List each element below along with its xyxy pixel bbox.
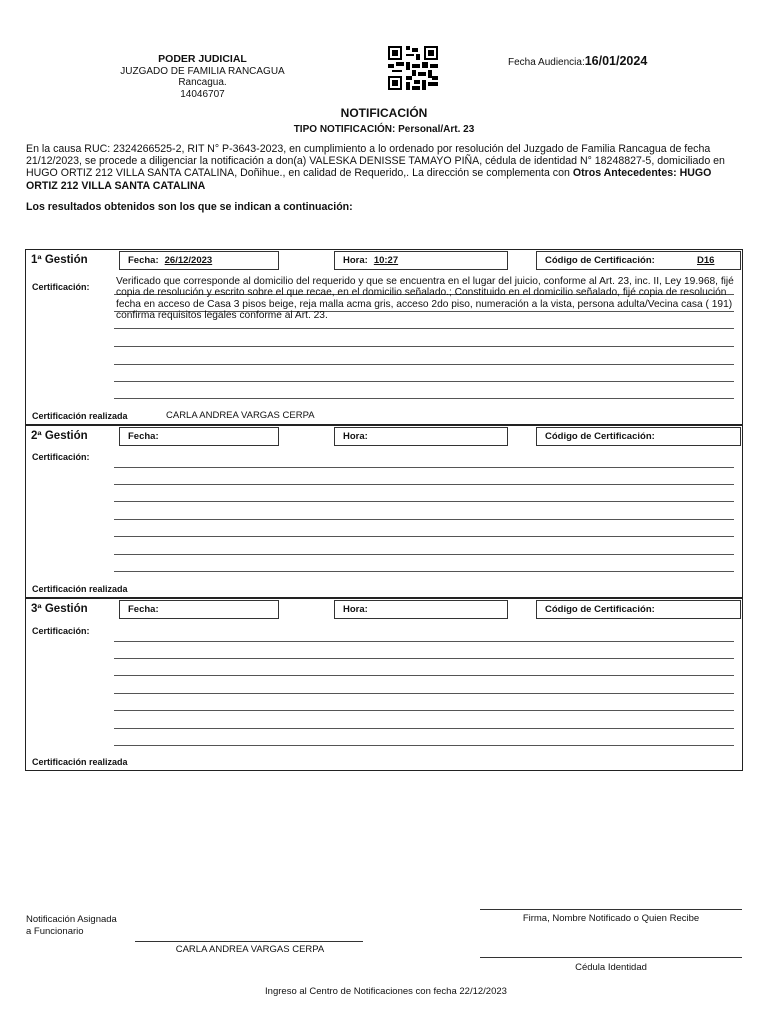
document-subtitle: TIPO NOTIFICACIÓN: Personal/Art. 23 — [293, 124, 475, 135]
writing-line — [114, 536, 734, 537]
institution-name: PODER JUDICIAL — [158, 53, 247, 65]
qr-code-icon — [388, 46, 438, 90]
gestion-3-cert-label: Certificación: — [32, 626, 90, 636]
codigo-label: Código de Certificación: — [545, 255, 655, 266]
document-title: NOTIFICACIÓN — [340, 106, 428, 120]
writing-line — [114, 728, 734, 729]
gestion-3 — [25, 598, 743, 771]
gestion-1-cert-label: Certificación: — [32, 282, 90, 292]
cedula-line — [480, 957, 742, 958]
gestion-2-fecha — [119, 427, 279, 446]
gestion-1-hora — [334, 251, 508, 270]
gestion-3-cert-realizada-label: Certificación realizada — [32, 757, 128, 767]
gestion-1-codigo — [536, 251, 741, 270]
gestion-1-fecha-value: 26/12/2023 — [164, 255, 213, 266]
writing-line — [114, 381, 734, 382]
gestion-2-cert-label: Certificación: — [32, 452, 90, 462]
fecha-label: Fecha: — [128, 604, 159, 615]
fecha-label: Fecha: — [128, 431, 159, 442]
codigo-label: Código de Certificación: — [545, 604, 655, 615]
gestion-1-cert-realizada-label: Certificación realizada — [32, 411, 128, 421]
notificacion-asignada — [26, 914, 117, 937]
hora-label: Hora: — [343, 431, 368, 442]
writing-line — [114, 328, 734, 329]
hearing-date-value: 16/01/2024 — [584, 54, 648, 68]
writing-line — [114, 554, 734, 555]
hora-label: Hora: — [343, 255, 368, 266]
hora-label: Hora: — [343, 604, 368, 615]
court-header — [100, 54, 305, 100]
writing-line — [114, 346, 734, 347]
notification-body-antecedentes: Otros Antecedentes: HUGO ORTIZ 212 VILLA SANTA CATALINA — [26, 167, 712, 192]
results-intro: Los resultados obtenidos son los que se indican a continuación: — [26, 201, 353, 213]
gestion-1-title: 1ª Gestión — [31, 254, 88, 266]
cedula-label: Cédula Identidad — [575, 962, 647, 973]
court-code: 14046707 — [180, 88, 225, 100]
notification-body — [26, 143, 744, 192]
gestion-2 — [25, 425, 743, 598]
writing-line — [114, 693, 734, 694]
gestion-2-cert-realizada-label: Certificación realizada — [32, 584, 128, 594]
writing-line — [114, 519, 734, 520]
writing-line — [114, 745, 734, 746]
fecha-label: Fecha: — [128, 255, 159, 266]
ingreso-date: Ingreso al Centro de Notificaciones con fecha 22/12/2023 — [265, 986, 507, 997]
firma-label: Firma, Nombre Notificado o Quien Recibe — [522, 913, 700, 924]
gestion-1 — [25, 249, 743, 425]
gestion-1-fecha — [119, 251, 279, 270]
writing-line — [114, 484, 734, 485]
court-name: JUZGADO DE FAMILIA RANCAGUA — [120, 65, 285, 77]
asignada-line-2: a Funcionario — [26, 925, 84, 937]
gestion-2-title: 2ª Gestión — [31, 430, 88, 442]
court-city: Rancagua. — [178, 77, 227, 88]
writing-line — [114, 710, 734, 711]
hearing-date-label: Fecha Audiencia: — [508, 57, 585, 68]
firma-signature-line — [480, 909, 742, 910]
gestion-3-fecha — [119, 600, 279, 619]
writing-line — [114, 398, 734, 399]
codigo-label: Código de Certificación: — [545, 431, 655, 442]
writing-line — [114, 658, 734, 659]
writing-line — [114, 501, 734, 502]
funcionario-signature-line — [135, 941, 363, 942]
gestion-2-codigo — [536, 427, 741, 446]
writing-line — [114, 467, 734, 468]
asignada-line-1: Notificación Asignada — [26, 914, 117, 925]
writing-line — [114, 571, 734, 572]
writing-line — [114, 675, 734, 676]
gestion-3-hora — [334, 600, 508, 619]
writing-line — [114, 364, 734, 365]
gestion-1-cert-realizada-value: CARLA ANDREA VARGAS CERPA — [166, 410, 315, 421]
gestion-3-codigo — [536, 600, 741, 619]
writing-line — [114, 641, 734, 642]
notification-body-text: En la causa RUC: 2324266525-2, RIT N° P-3643-2023, en cumplimiento a lo ordenado por resolución del Juzgado de Familia Rancagua de fecha 21/12/2023, se procede a diligenciar la notificación a don(a) VALESKA DENISSE TAMAYO PIÑA, cédula de identidad N° 18248827-5, domiciliado en HUGO ORTIZ 212 VILLA SANTA CATALINA, Doñihue., en calidad de Requerido,. La dirección se complementa con — [26, 143, 725, 180]
funcionario-name: CARLA ANDREA VARGAS CERPA — [175, 944, 325, 955]
gestion-1-cert-text: Verificado que corresponde al domicilio del requerido y que se encuentra en el lugar del juicio, conforme al Art. 23, inc. II, Ley 19.968, fijé copia de resolución y escrito sobre el que recae, en el domicilio señalado.; Constituido en el domicilio señalado, fijé copia de resolución fecha en acceso de Casa 3 pisos beige, reja malla acma gris, acceso 2do piso, numeración a la vista, persona adulta/Vecina casa ( 191) confirma requisitos legales conforme al Art. 23. — [116, 276, 734, 322]
hearing-date — [508, 54, 647, 68]
gestion-2-hora — [334, 427, 508, 446]
gestion-3-title: 3ª Gestión — [31, 603, 88, 615]
gestion-1-hora-value: 10:27 — [373, 255, 399, 266]
gestion-1-codigo-value: D16 — [697, 255, 715, 266]
